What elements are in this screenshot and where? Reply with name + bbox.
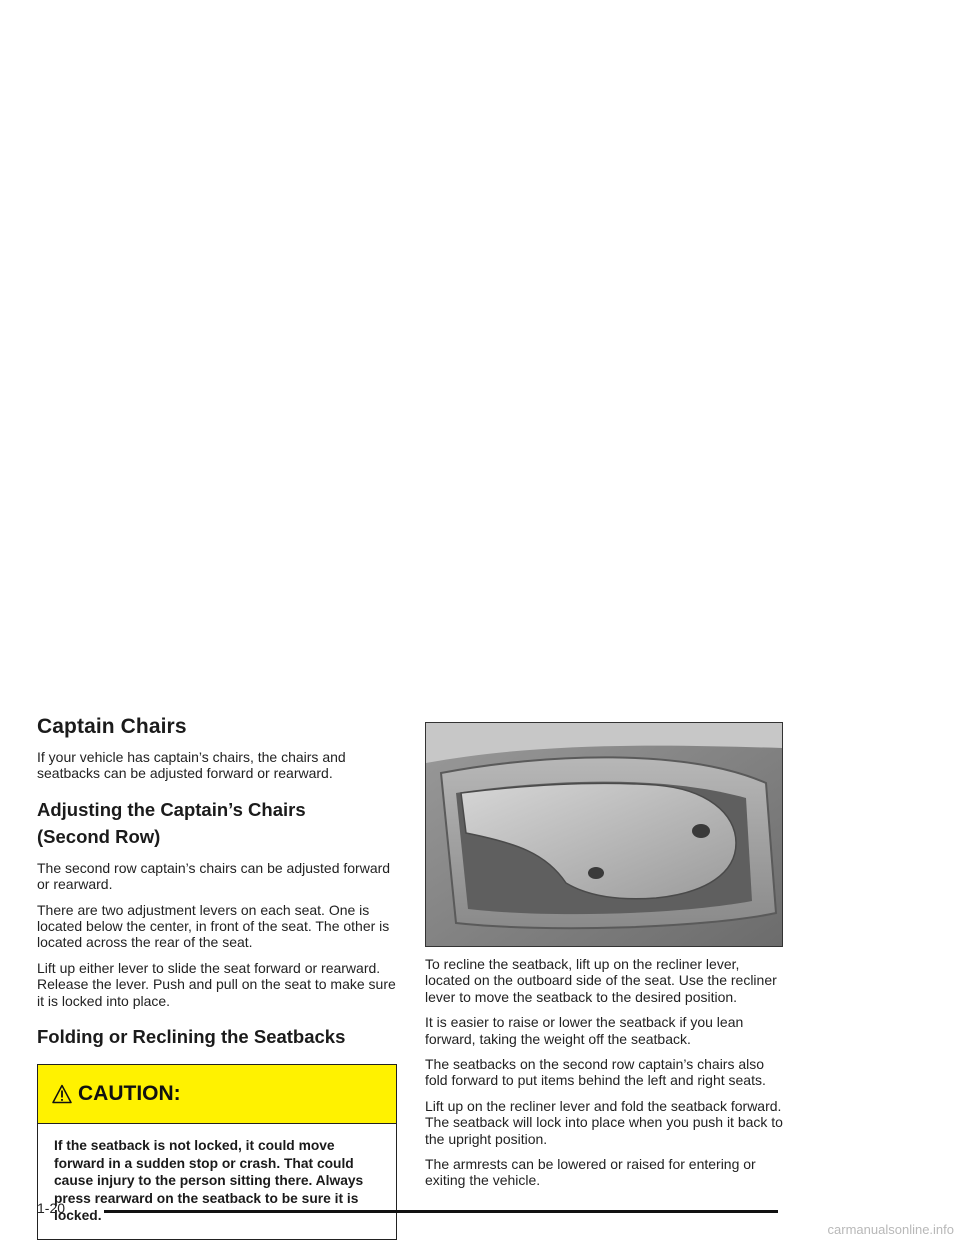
recline-paragraph-4: Lift up on the recliner lever and fold the seatback forward. The seatback will lock into place when you push it back to the upright position.: [425, 1097, 783, 1147]
adjust-paragraph-3: Lift up either lever to slide the seat forward or rearward. Release the lever. Push and pull on the seat to make sure it is locked into place.: [37, 959, 396, 1009]
site-watermark: carmanualsonline.info: [827, 1222, 954, 1237]
adjust-heading: [37, 796, 397, 850]
adjust-heading-line1: Adjusting the Captain’s Chairs: [37, 798, 306, 820]
warning-triangle-icon: [52, 1084, 72, 1104]
right-column: [425, 722, 785, 1198]
caution-header: [38, 1065, 396, 1124]
adjust-paragraph-1: The second row captain’s chairs can be adjusted forward or rearward.: [37, 859, 391, 893]
adjust-heading-line2: (Second Row): [37, 825, 161, 847]
footer-divider: [104, 1210, 778, 1213]
caution-box: [37, 1064, 397, 1240]
recline-paragraph-3: The seatbacks on the second row captain’s chairs also fold forward to put items behind the left and right seats.: [425, 1056, 766, 1089]
intro-paragraph: If your vehicle has captain’s chairs, the chairs and seatbacks can be adjusted forward or rearward.: [37, 749, 346, 782]
recline-paragraph-2: It is easier to raise or lower the seatback if you lean forward, taking the weight off the seatback.: [425, 1014, 744, 1047]
recliner-lever-photo: [425, 722, 783, 947]
recline-paragraph-1: To recline the seatback, lift up on the recliner lever, located on the outboard side of the seat. Use the recliner lever to move the seatback to the desired position.: [425, 956, 777, 1005]
left-column: [37, 715, 397, 1240]
recline-paragraph-5: The armrests can be lowered or raised for entering or exiting the vehicle.: [425, 1156, 756, 1189]
caution-title: CAUTION:: [78, 1082, 181, 1106]
fold-heading: Folding or Reclining the Seatbacks: [37, 1026, 346, 1048]
page-number: 1-20: [37, 1200, 66, 1216]
section-title: Captain Chairs: [37, 715, 187, 738]
recliner-lever-image: [426, 723, 782, 946]
caution-text: If the seatback is not locked, it could move forward in a sudden stop or crash. That could cause injury to the person sitting there. Always press rearward on the seatback to be sure it is locked.: [54, 1138, 364, 1224]
adjust-paragraph-2: There are two adjustment levers on each seat. One is located below the center, in front of the seat. The other is located across the rear of the seat.: [37, 901, 390, 951]
